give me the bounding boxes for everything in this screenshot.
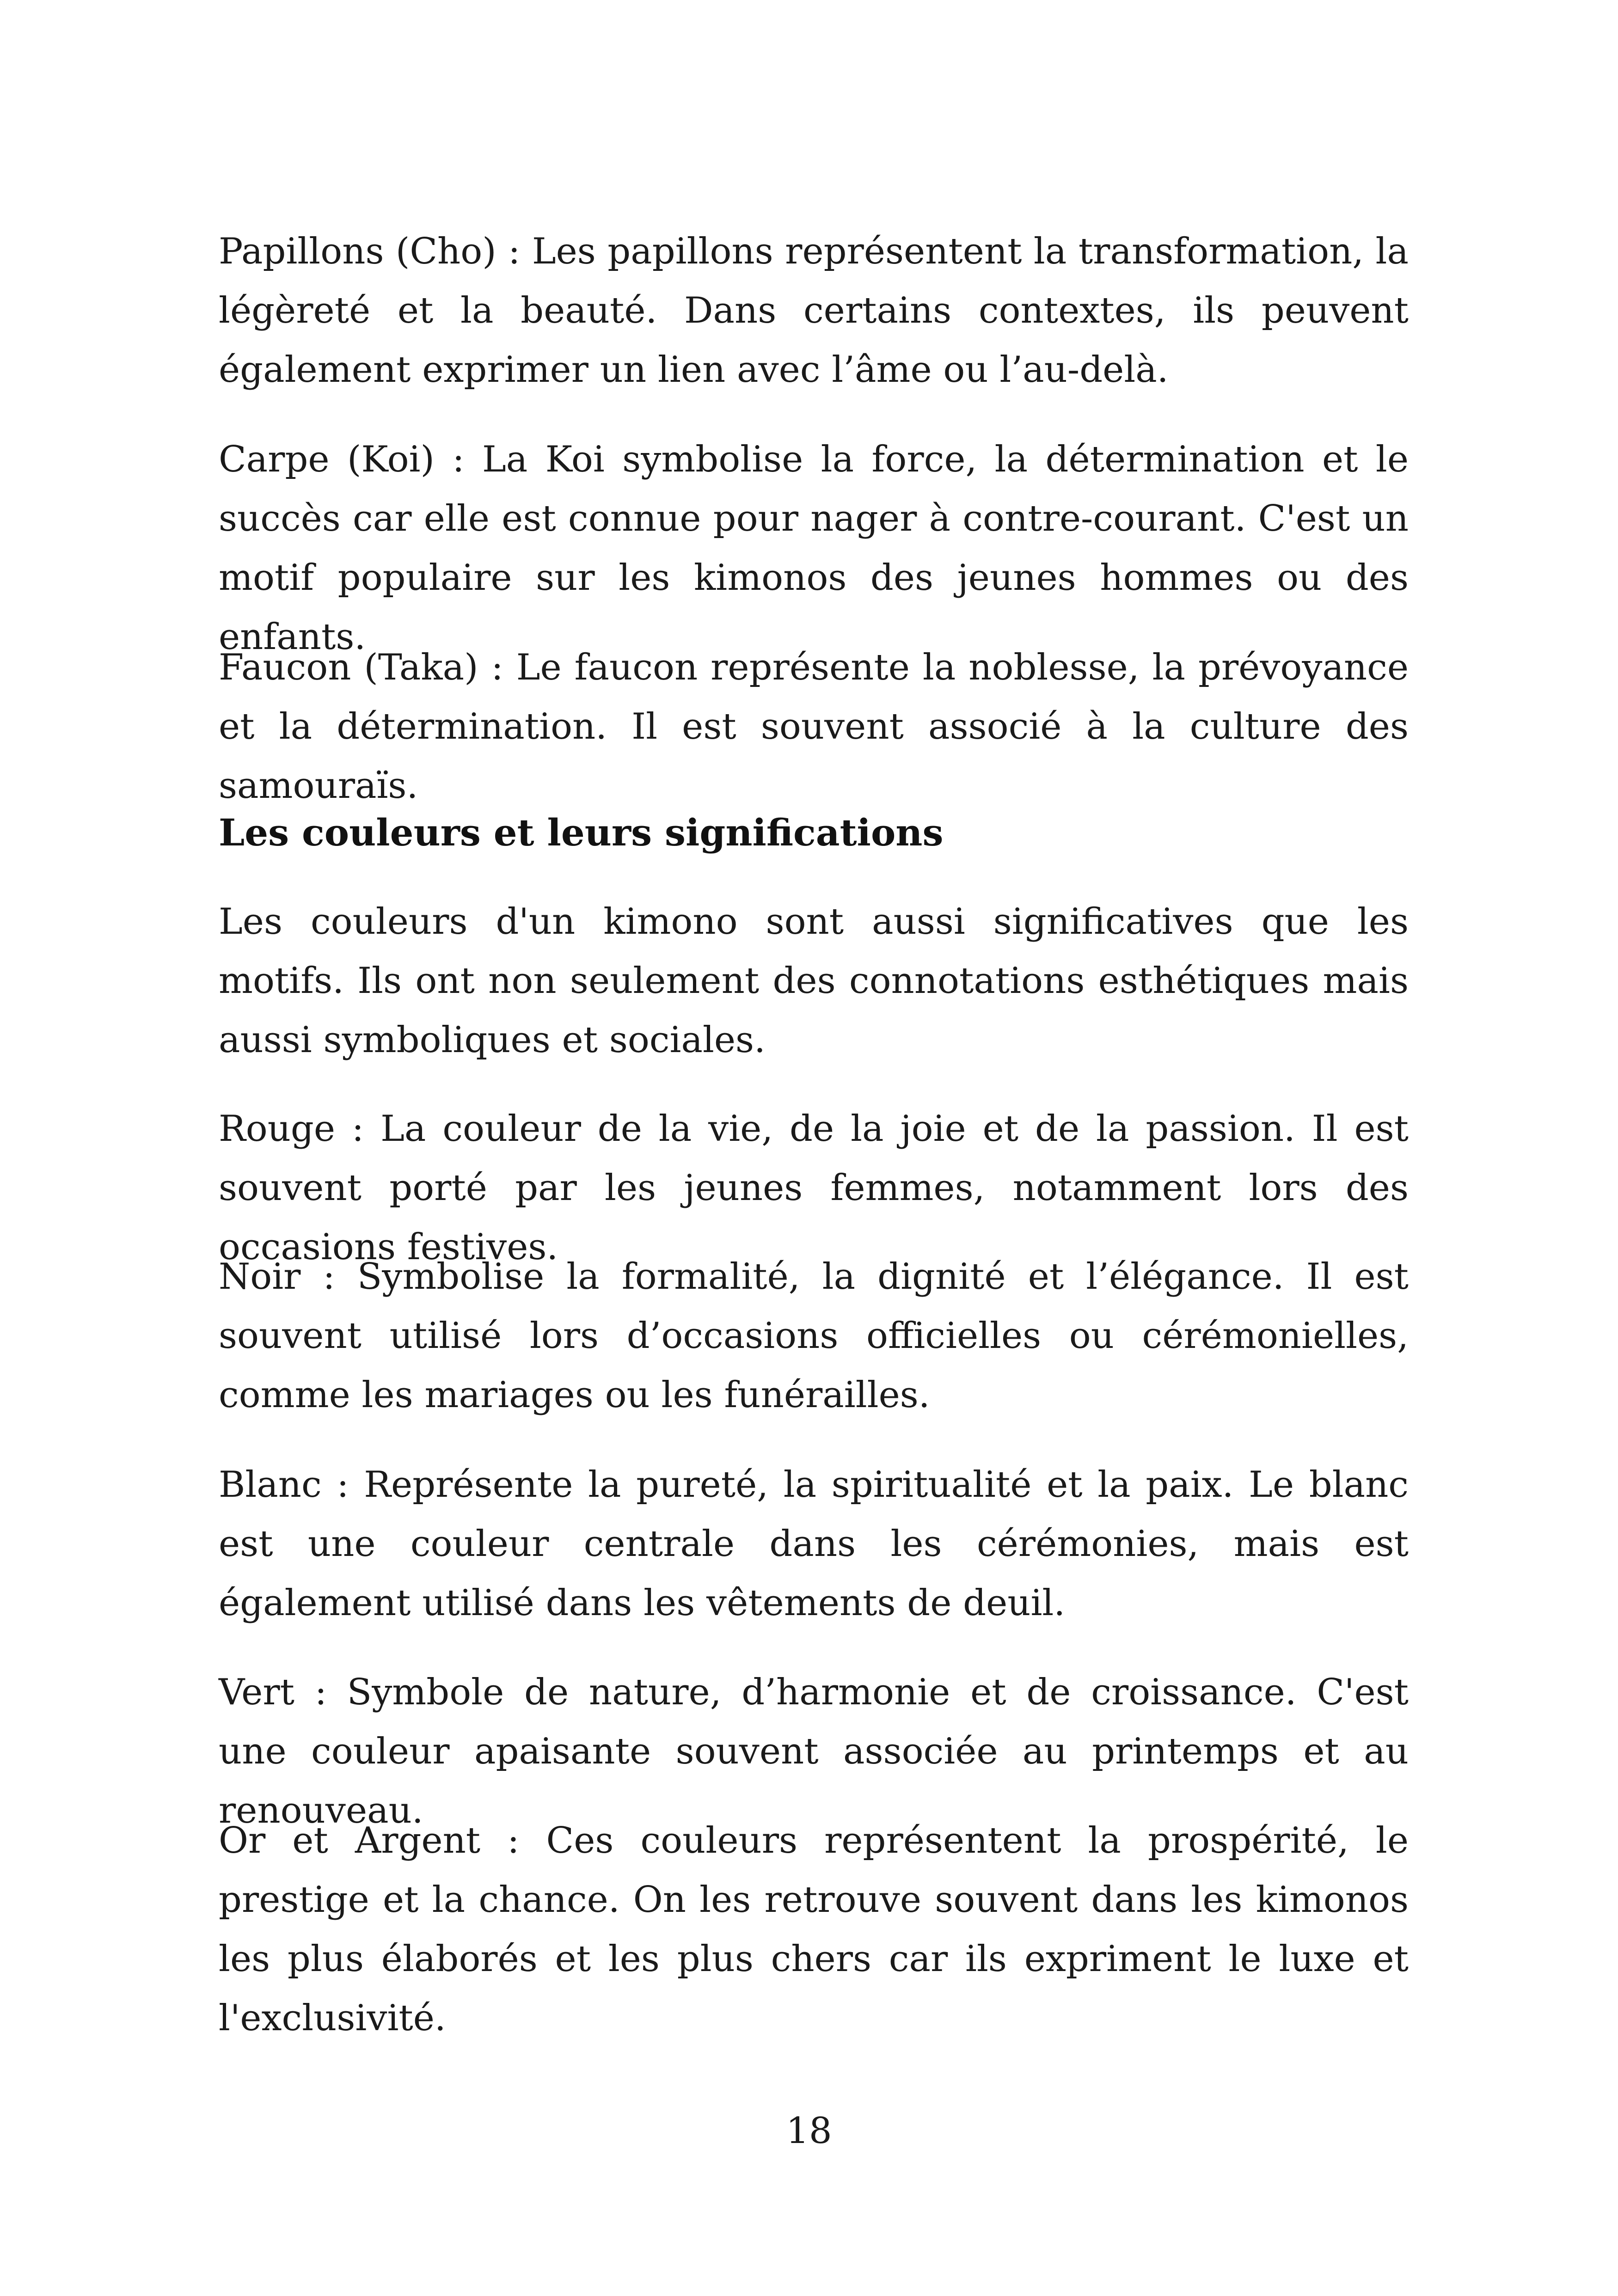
paragraph-blanc: Blanc : Représente la pureté, la spiritualité et la paix. Le blanc est une couleur centrale dans les cérémonies, mais est également utilisé dans les vêtements de deuil. bbox=[219, 1464, 1409, 1624]
paragraph-faucon: Faucon (Taka) : Le faucon représente la noblesse, la prévoyance et la détermination. Il est souvent associé à la culture des samouraïs. bbox=[219, 647, 1409, 807]
paragraph-papillons: Papillons (Cho) : Les papillons représentent la transformation, la légèreté et la beauté. Dans certains contextes, ils peuvent également exprimer un lien avec l’âme ou l’au-delà. bbox=[219, 231, 1409, 391]
paragraph-couleurs-intro: Les couleurs d'un kimono sont aussi significatives que les motifs. Ils ont non seulement des connotations esthétiques mais aussi symboliques et sociales. bbox=[219, 901, 1409, 1061]
paragraph-carpe: Carpe (Koi) : La Koi symbolise la force, la détermination et le succès car elle est connue pour nager à contre-courant. C'est un motif populaire sur les kimonos des jeunes hommes ou des enfants. bbox=[219, 439, 1409, 658]
paragraph-vert: Vert : Symbole de nature, d’harmonie et de croissance. C'est une couleur apaisante souvent associée au printemps et au renouveau. bbox=[219, 1671, 1409, 1831]
page-number: 18 bbox=[786, 2110, 832, 2152]
section-heading: Les couleurs et leurs significations bbox=[219, 811, 944, 854]
paragraph-or-argent: Or et Argent : Ces couleurs représentent la prospérité, le prestige et la chance. On les retrouve souvent dans les kimonos les plus élaborés et les plus chers car ils expriment le luxe et l'exclusivité. bbox=[219, 1820, 1409, 2039]
paragraph-rouge: Rouge : La couleur de la vie, de la joie et de la passion. Il est souvent porté par les jeunes femmes, notamment lors des occasions festives. bbox=[219, 1108, 1409, 1268]
paragraph-noir: Noir : Symbolise la formalité, la dignité et l’élégance. Il est souvent utilisé lors d’occasions officielles ou cérémonielles, comme les mariages ou les funérailles. bbox=[219, 1256, 1409, 1416]
